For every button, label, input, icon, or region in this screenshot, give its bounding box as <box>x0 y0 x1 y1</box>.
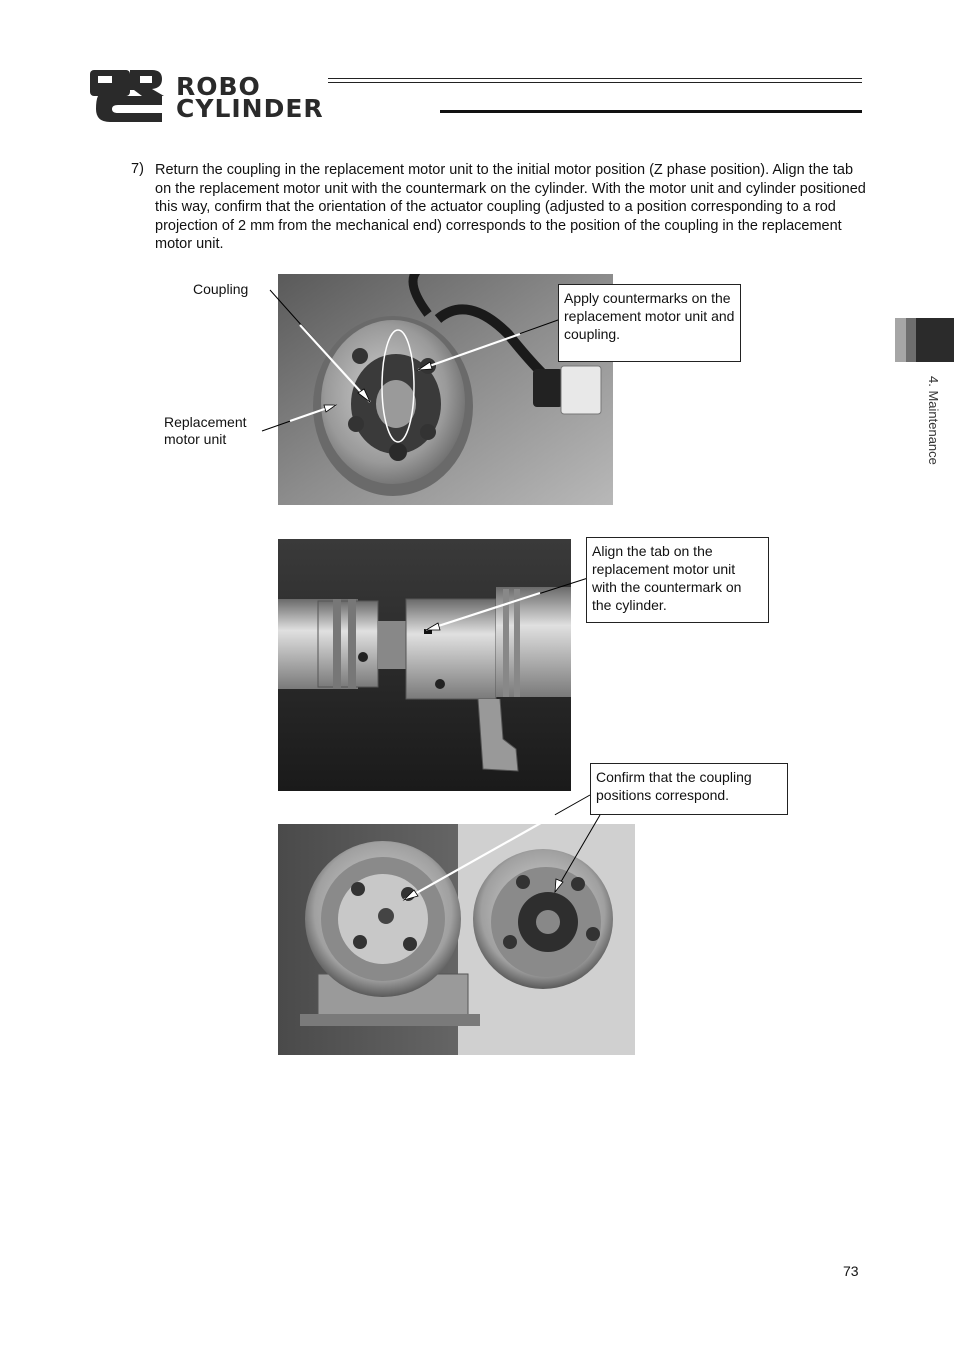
label-coupling: Coupling <box>193 281 249 297</box>
callout-align-tab: Align the tab on the replacement motor unit with the countermark on the cylinder. <box>586 537 769 623</box>
step-number: 7) <box>131 161 144 177</box>
robo-cylinder-logo-icon <box>90 70 170 122</box>
callout-confirm-coupling-positions: Confirm that the coupling positions correspond. <box>590 763 788 815</box>
brand-name-line1: ROBO <box>176 72 261 101</box>
photo-cylinder-side-view <box>278 539 571 791</box>
callout-apply-countermarks: Apply countermarks on the replacement motor unit and coupling. <box>558 284 741 362</box>
chapter-tab-dark <box>916 318 954 362</box>
header-rule-top <box>328 78 862 79</box>
chapter-side-label: 4. Maintenance <box>926 376 941 465</box>
brand-name-line2: CYLINDER <box>176 94 324 123</box>
header-rule-second <box>328 82 862 83</box>
header-rule-thick <box>440 110 862 113</box>
photo-coupling-comparison <box>278 824 635 1055</box>
chapter-tab-light <box>895 318 906 362</box>
label-replacement-motor-unit: Replacement motor unit <box>164 414 247 447</box>
chapter-tab-mid <box>906 318 916 362</box>
step-instruction-text: Return the coupling in the replacement motor unit to the initial motor position (Z phase position). Align the tab on the replacement motor unit with the countermark on the cylinder. With the motor unit and cylinder positioned this way, confirm that the orientation of the actuator coupling (adjusted to a position corresponding to a rod projection of 2 mm from the mechanical end) corresponds to the position of the coupling in the replacement motor unit. <box>155 162 866 252</box>
page-number: 73 <box>843 1263 859 1279</box>
